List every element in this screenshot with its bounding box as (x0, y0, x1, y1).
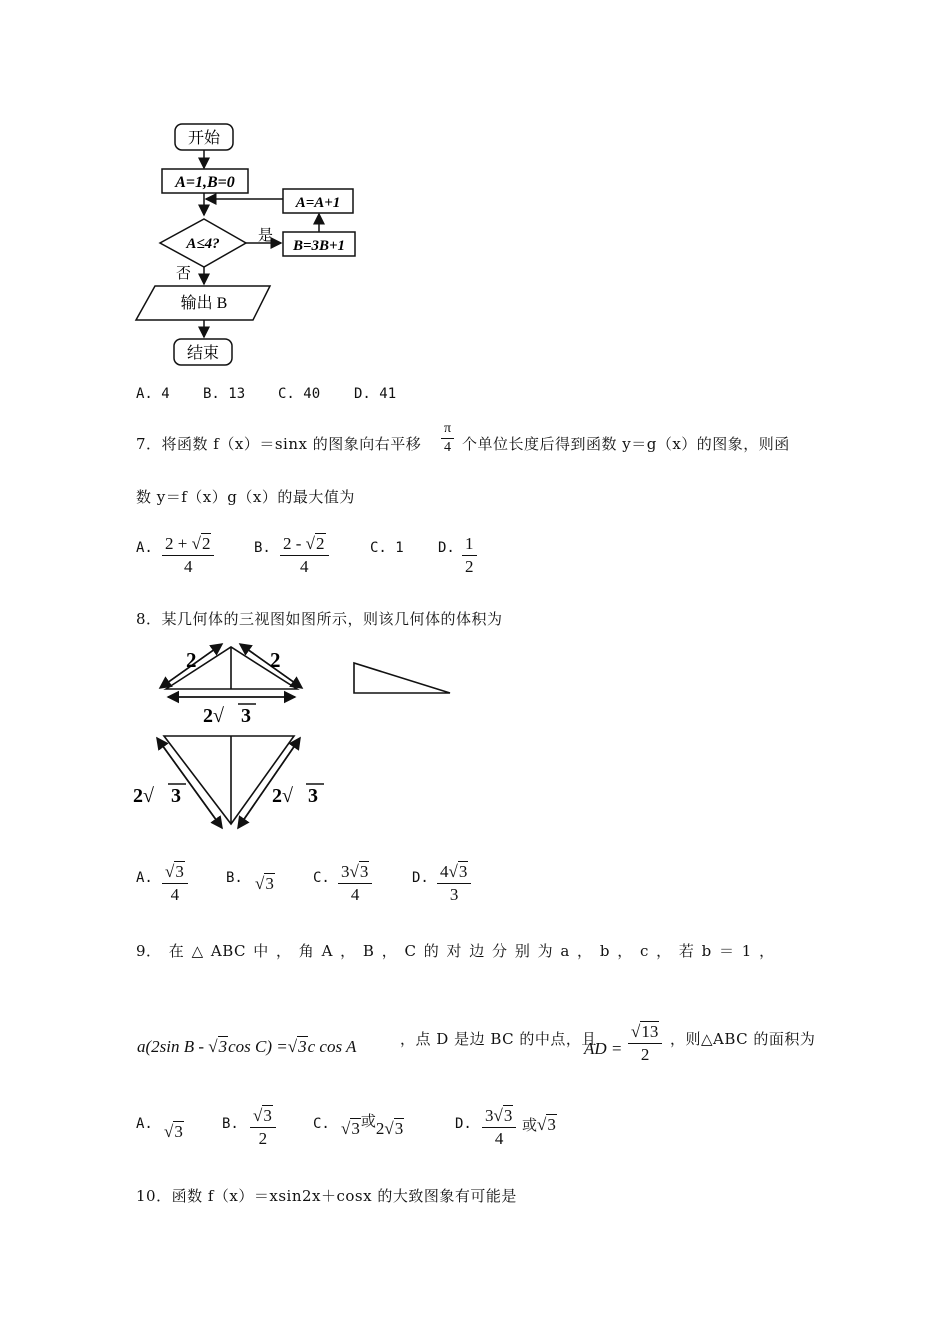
svg-text:2√: 2√ (133, 785, 154, 807)
q8-option-b-label: B. (226, 870, 243, 886)
side-view (354, 663, 450, 693)
q8-option-c-label: C. (313, 870, 330, 886)
q9-option-b-label: B. (222, 1116, 239, 1132)
q6-option-b: B. 13 (203, 386, 246, 402)
svg-text:2√: 2√ (203, 705, 224, 727)
dim-top-left: 3 (171, 785, 181, 807)
q9-line1: 9． 在 △ ABC 中 ， 角 A ， B ， C 的 对 边 分 别 为 a ， b ， c ， 若 b ＝ 1 ， (136, 942, 775, 960)
q9-tail: ，则△ABC 的面积为 (670, 1030, 816, 1048)
q8-option-d-label: D. (412, 870, 429, 886)
three-view-diagram (0, 630, 520, 840)
q9-option-d-label: D. (455, 1116, 472, 1132)
q9-option-a-value: √3 (164, 1122, 183, 1141)
q7-option-b-value: $\frac{2 - √2}{4}$ (280, 534, 329, 576)
q8-option-b-value: √3 (255, 874, 274, 893)
flow-init-text: A=1,B=0 (175, 174, 235, 191)
top-view (164, 736, 294, 824)
q7-line2: 数 y＝f（x）g（x）的最大值为 (136, 488, 355, 506)
flow-stepb-text: B=3B+1 (292, 238, 346, 254)
q7-option-d-label: D. (438, 540, 455, 556)
q9-equation: a(2sin B - √3cos C) =√3c cos A (137, 1037, 357, 1056)
q8-option-a-label: A. (136, 870, 153, 886)
dim-front-width: 3 (241, 705, 251, 727)
q10-question: 10．函数 f（x）＝xsin2x＋cosx 的大致图象有可能是 (136, 1187, 517, 1205)
q9-option-c-label: C. (313, 1116, 330, 1132)
dim-top-right: 3 (308, 785, 318, 807)
q9-option-a-label: A. (136, 1116, 153, 1132)
q7-line1-part2: 个单位长度后得到函数 y＝g（x）的图象，则函 (462, 435, 790, 453)
q9-option-d-value: $\frac{3√3}{4}$ (482, 1106, 516, 1148)
q6-option-d: D. 41 (354, 386, 397, 402)
q7-option-b-label: B. (254, 540, 271, 556)
q7-option-a-value: $\frac{2 + √2}{4}$ (162, 534, 214, 576)
q8-question: 8．某几何体的三视图如图所示，则该几何体的体积为 (136, 610, 503, 628)
flowchart (0, 0, 950, 380)
q7-option-c: C. 1 (370, 540, 404, 556)
flow-cond-text: A≤4? (186, 236, 220, 252)
q9-ad-value: $\frac{√13}{2}$ (628, 1022, 662, 1064)
flow-no-label: 否 (176, 266, 192, 282)
flow-end-text: 结束 (186, 345, 220, 362)
q8-option-a-value: $\frac{√3}{4}$ (162, 862, 188, 904)
q7-option-a-label: A. (136, 540, 153, 556)
flow-stepa-text: A=A+1 (295, 195, 341, 211)
flow-start-text: 开始 (187, 130, 221, 147)
flow-output-text: 输出 B (180, 295, 228, 312)
svg-text:2√: 2√ (272, 785, 293, 807)
q6-option-c: C. 40 (278, 386, 321, 402)
q9-midpoint-text: ，点 D 是边 BC 的中点，且 (400, 1030, 597, 1048)
q7-pi-fraction (441, 421, 454, 456)
q6-option-a: A. 4 (136, 386, 170, 402)
dim-left-2: 2 (186, 648, 197, 672)
q7-pi: π (441, 421, 454, 439)
q9-ad-label: AD = (584, 1039, 623, 1058)
q9-option-c-value: √3或2√3 (341, 1114, 404, 1138)
q7-option-d-value: $\frac{1}{2}$ (462, 534, 477, 576)
q8-option-d-value: $\frac{4√3}{3}$ (437, 862, 471, 904)
q9-option-d-or: 或√3 (522, 1115, 556, 1134)
q7-four: 4 (444, 440, 452, 456)
q7-line1-part1: 7．将函数 f（x）＝sinx 的图象向右平移 (136, 435, 422, 453)
flow-yes-label: 是 (258, 228, 274, 244)
q8-option-c-value: $\frac{3√3}{4}$ (338, 862, 372, 904)
dim-right-2: 2 (270, 648, 281, 672)
q9-option-b-value: $\frac{√3}{2}$ (250, 1106, 276, 1148)
